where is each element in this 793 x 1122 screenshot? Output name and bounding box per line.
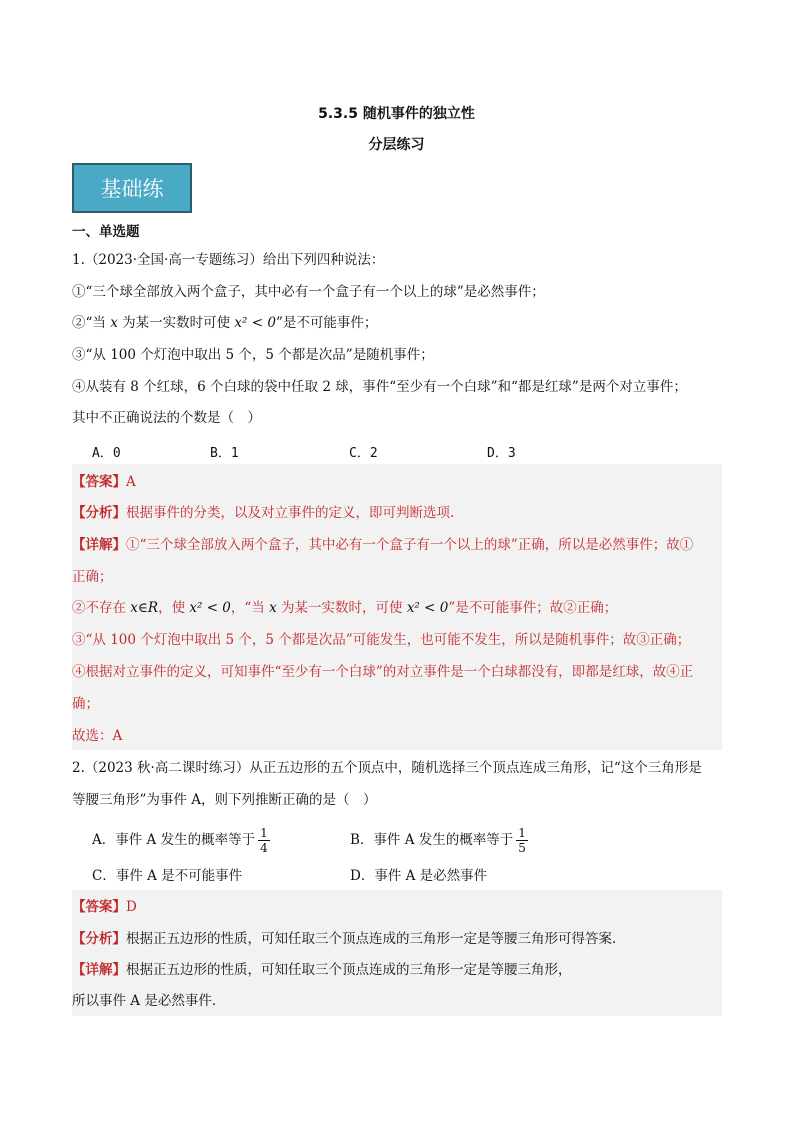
q2-a-num: 1 — [260, 826, 268, 840]
q1-d2-d: 为某一实数时，可使 — [276, 600, 407, 616]
q2-detail-tag: 【详解】 — [72, 962, 126, 978]
q1-detail-line-2 — [72, 598, 617, 618]
q1-d2-b: ，使 — [158, 600, 190, 616]
q2-option-a — [92, 826, 270, 855]
q2-answer — [72, 897, 137, 917]
q1-s2-text-b: 为某一实数时可使 — [117, 315, 235, 331]
q1-detail-line-1 — [72, 535, 693, 555]
q1-answer — [72, 472, 136, 492]
q1-ask: 其中不正确说法的个数是（ ） — [72, 410, 261, 426]
q1-d2-ineq: x² < 0 — [189, 600, 231, 616]
q1-s2-text-a: ②“当 — [72, 315, 111, 331]
q1-option-a: A．0 — [92, 446, 121, 461]
q2-detail-2: 所以事件 A 是必然事件． — [72, 993, 226, 1009]
q2-option-d: D．事件 A 是必然事件 — [350, 868, 488, 884]
q2-option-c: C．事件 A 是不可能事件 — [92, 868, 243, 884]
q1-s2-text-c: ”是不可能事件； — [275, 315, 378, 331]
q2-answer-tag: 【答案】 — [72, 899, 126, 915]
q2-stem: 2.（2023 秋·高二课时练习）从正五边形的五个顶点中，随机选择三个顶点连成三角形，记“这个三角形是 — [72, 760, 702, 776]
q2-detail — [72, 960, 572, 980]
q1-answer-tag: 【答案】 — [72, 474, 126, 490]
q1-statement-3: ③“从 100 个灯泡中取出 5 个，5 个都是次品”是随机事件； — [72, 347, 434, 363]
q1-d2-e: ”是不可能事件；故②正确； — [448, 600, 618, 616]
q1-answer-value: A — [126, 474, 136, 490]
q1-stem: 1.（2023·全国·高一专题练习）给出下列四种说法： — [72, 252, 385, 268]
q2-option-b-fraction — [516, 826, 528, 855]
section-heading: 一、单选题 — [72, 224, 140, 240]
q1-statement-4: ④从装有 8 个红球，6 个白球的袋中任取 2 球，事件“至少有一个白球”和“都是红球”是两个对立事件； — [72, 379, 687, 395]
q2-answer-value: D — [126, 899, 137, 915]
page-subtitle: 分层练习 — [368, 137, 425, 153]
q2-detail-text: 根据正五边形的性质，可知任取三个顶点连成的三角形一定是等腰三角形， — [126, 962, 572, 978]
q2-option-b-text: B．事件 A 发生的概率等于 — [350, 832, 514, 848]
q1-conclusion: 故选：A — [72, 728, 123, 744]
q2-stem-2: 等腰三角形”为事件 A，则下列推断正确的是（ ） — [72, 792, 377, 808]
q1-analysis-text: 根据事件的分类，以及对立事件的定义，即可判断选项. — [126, 505, 455, 521]
q1-option-d: D．3 — [487, 446, 516, 461]
q2-option-a-text: A．事件 A 发生的概率等于 — [92, 832, 256, 848]
q2-b-den: 5 — [518, 841, 526, 855]
q1-statement-1: ①“三个球全部放入两个盒子，其中必有一个盒子有一个以上的球”是必然事件； — [72, 284, 545, 300]
q1-d2-var: x — [269, 600, 277, 616]
q1-s2-var: x — [110, 315, 118, 331]
level-badge: 基础练 — [72, 163, 192, 213]
q2-a-den: 4 — [260, 841, 268, 855]
q1-detail-line-4b: 确； — [72, 696, 99, 712]
q1-d2-ineq2: x² < 0 — [406, 600, 449, 616]
q1-d2-c: ，“当 — [230, 600, 270, 616]
q1-detail-line-1b: 正确； — [72, 569, 113, 585]
q1-analysis — [72, 503, 454, 523]
page-title: 5.3.5 随机事件的独立性 — [318, 106, 475, 122]
q1-statement-2 — [72, 313, 377, 333]
q1-detail-tag: 【详解】 — [72, 537, 126, 553]
q1-detail-line-3: ③“从 100 个灯泡中取出 5 个，5 个都是次品”可能发生，也可能不发生，所以是随机事件；故③正确； — [72, 632, 691, 648]
q1-d2-a: ②不存在 — [72, 600, 131, 616]
q2-b-num: 1 — [518, 826, 526, 840]
q2-option-a-fraction — [258, 826, 270, 855]
q1-detail-text-1: ①“三个球全部放入两个盒子，其中必有一个盒子有一个以上的球”正确，所以是必然事件；故① — [126, 537, 694, 553]
q1-detail-line-4: ④根据对立事件的定义，可知事件“至少有一个白球”的对立事件是一个白球都没有，即都是红球，故④正 — [72, 664, 694, 680]
q1-option-c: C．2 — [349, 446, 378, 461]
q1-s2-inequality: x² < 0 — [234, 315, 276, 331]
q2-option-b — [350, 826, 528, 855]
q2-analysis-tag: 【分析】 — [72, 931, 126, 947]
q1-d2-set: x∈R — [130, 600, 159, 616]
q1-analysis-tag: 【分析】 — [72, 505, 126, 521]
q1-option-b: B．1 — [210, 446, 239, 461]
q2-analysis — [72, 929, 626, 949]
q2-analysis-text: 根据正五边形的性质，可知任取三个顶点连成的三角形一定是等腰三角形可得答案． — [126, 931, 626, 947]
